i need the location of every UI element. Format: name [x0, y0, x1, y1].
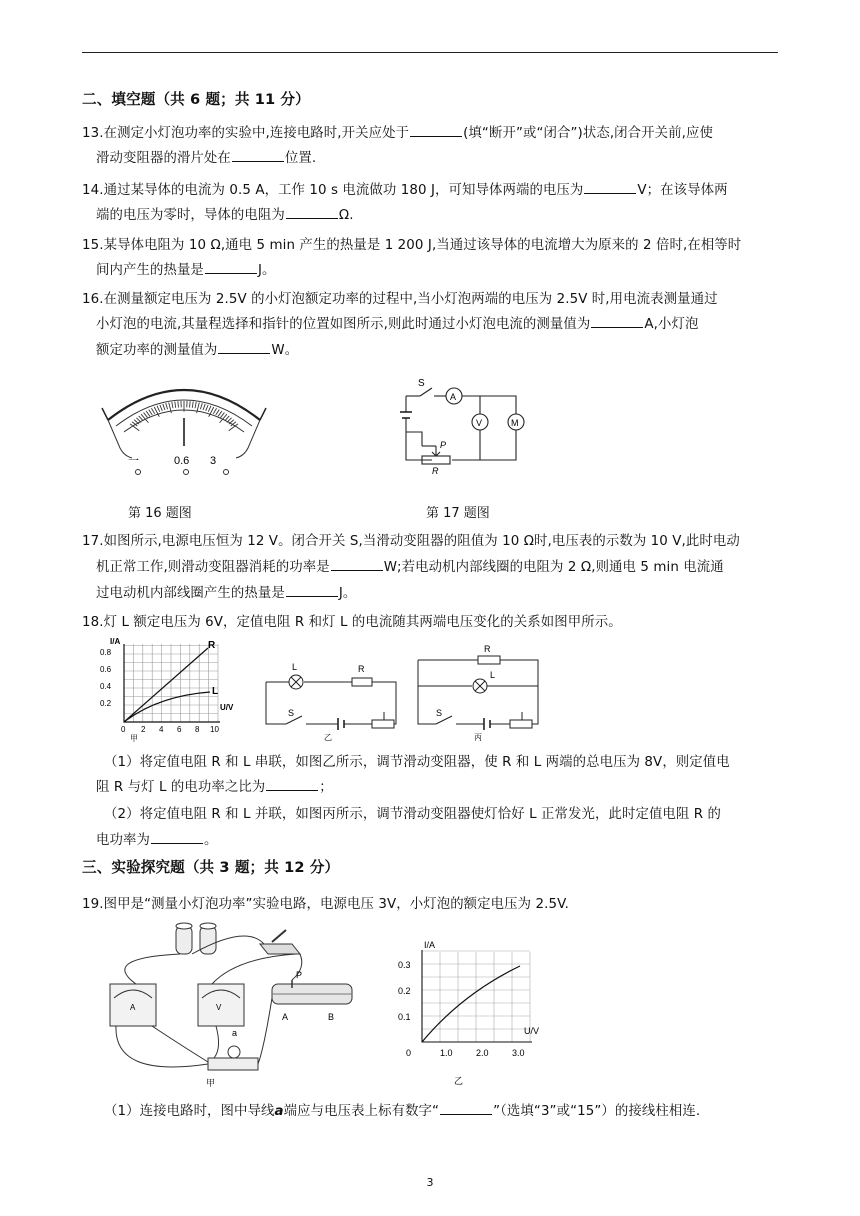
q16-blank1[interactable]	[591, 316, 643, 328]
fig16-ammeter	[98, 368, 270, 480]
fig19a-label-p: P	[296, 970, 303, 980]
fig19a-label-wire-a: a	[232, 1028, 238, 1038]
fig17-label-r: R	[432, 466, 439, 476]
fig17-caption: 第 17 题图	[426, 506, 490, 521]
q17-blank2[interactable]	[286, 585, 338, 597]
fig18-line-r	[124, 648, 208, 722]
q18-part2-line2: 电功率为 。	[96, 833, 218, 848]
q18-part1-line2: 阻 R 与灯 L 的电功率之比为 ；	[96, 780, 333, 795]
fig19-xtick: 3.0	[512, 1048, 525, 1058]
fig19a-label-a: A	[130, 1003, 136, 1012]
q13-line2: 滑动变阻器的滑片处在 位置.	[96, 151, 317, 166]
fig18-caption-b: 乙	[324, 733, 332, 742]
fig19-graph	[392, 938, 542, 1090]
q14-blank2[interactable]	[286, 207, 338, 219]
fig19b-caption: 乙	[454, 1076, 464, 1086]
fig18c-label-l: L	[490, 670, 496, 680]
q15-blank1[interactable]	[205, 262, 257, 274]
fig18-xtick: 0	[121, 725, 126, 734]
q17-line1: 17.如图所示,电源电压恒为 12 V。闭合开关 S,当滑动变阻器的阻值为 10 Ω时,电压表的示数为 10 V,此时电动	[82, 534, 740, 549]
fig18-caption-c: 丙	[474, 733, 482, 742]
q19-var-a: a	[274, 1104, 284, 1119]
fig19-xtick: 2.0	[476, 1048, 489, 1058]
fig18c-label-s: S	[436, 708, 443, 718]
fig16-label-3: 3	[210, 455, 217, 467]
q13-blank2[interactable]	[232, 150, 284, 162]
q19-part1: （1）连接电路时，图中导线a端应与电压表上标有数字“ ”（选填“3”或“15”）的接线柱相连.	[104, 1104, 701, 1119]
q18-part1-line1: （1）将定值电阻 R 和 L 串联，如图乙所示，调节滑动变阻器，使 R 和 L 两端的总电压为 8V，则定值电	[104, 755, 730, 770]
fig18-xtick: 10	[210, 725, 219, 734]
fig18c-label-r: R	[484, 644, 491, 654]
fig18b-label-r: R	[358, 664, 365, 674]
fig18-caption-a: 甲	[130, 734, 138, 743]
fig19a-caption: 甲	[206, 1078, 216, 1088]
fig19-apparatus	[96, 918, 364, 1090]
fig18-ytick: 0.6	[100, 665, 112, 674]
q18-line1: 18.灯 L 额定电压为 6V，定值电阻 R 和灯 L 的电流随其两端电压变化的关系如图甲所示。	[82, 615, 622, 630]
q16-line1: 16.在测量额定电压为 2.5V 的小灯泡额定功率的过程中,当小灯泡两端的电压为 2.5V 时,用电流表测量通过	[82, 292, 718, 307]
q19-line1: 19.图甲是“测量小灯泡功率”实验电路，电源电压 3V，小灯泡的额定电压为 2.5V.	[82, 897, 569, 912]
fig18b-label-l: L	[292, 662, 298, 672]
section-2-title: 二、填空题（共 6 题；共 11 分）	[82, 91, 310, 108]
fig18-label-l: L	[212, 686, 219, 697]
fig18-series-circuit	[258, 654, 400, 742]
fig18-ytick: 0.2	[100, 699, 112, 708]
fig18-ytick: 0.4	[100, 682, 112, 691]
q13-blank1[interactable]	[410, 125, 462, 137]
q17-blank1[interactable]	[331, 559, 383, 571]
fig18-parallel-circuit	[414, 640, 546, 742]
fig16-caption: 第 16 题图	[128, 506, 192, 521]
fig19-curve	[422, 966, 520, 1042]
fig17-label-v: V	[476, 418, 483, 428]
fig17-circuit	[392, 374, 536, 476]
header-rule	[82, 52, 778, 53]
q14-line2: 端的电压为零时，导体的电阻为 Ω.	[96, 208, 354, 223]
fig17-label-p: P	[440, 440, 447, 450]
q14-line1: 14.通过某导体的电流为 0.5 A，工作 10 s 电流做功 180 J，可知导体两端的电压为 V；在该导体两	[82, 183, 728, 198]
fig19-xlabel: U/V	[524, 1026, 540, 1036]
q16-blank2[interactable]	[218, 342, 270, 354]
fig18-xtick: 8	[195, 725, 200, 734]
q19-blank1[interactable]	[440, 1103, 492, 1115]
fig16-minus-label: 一	[128, 455, 139, 467]
section-3-title: 三、实验探究题（共 3 题；共 12 分）	[82, 859, 340, 876]
page-number: 3	[426, 1176, 434, 1189]
fig19-xtick: 0	[406, 1048, 412, 1058]
fig19-grid	[422, 951, 530, 1042]
fig17-label-s: S	[418, 378, 425, 389]
fig19-ytick: 0.3	[398, 960, 411, 970]
q18-part2-line1: （2）将定值电阻 R 和 L 并联，如图丙所示，调节滑动变阻器使灯恰好 L 正常发光，此时定值电阻 R 的	[104, 807, 722, 822]
fig18-xlabel: U/V	[220, 703, 234, 712]
q13-line1: 13.在测定小灯泡功率的实验中,连接电路时,开关应处于 (填“断开”或“闭合”)状态,闭合开关前,应使	[82, 126, 713, 141]
fig18-ylabel: I/A	[110, 637, 121, 646]
fig18-graph	[98, 636, 234, 743]
fig16-label-06: 0.6	[174, 455, 190, 467]
fig19-xtick: 1.0	[440, 1048, 453, 1058]
q16-line3: 额定功率的测量值为 W。	[96, 343, 299, 358]
fig18-ytick: 0.8	[100, 648, 112, 657]
q15-line1: 15.某导体电阻为 10 Ω,通电 5 min 产生的热量是 1 200 J,当通过该导体的电流增大为原来的 2 倍时,在相等时	[82, 238, 742, 253]
fig19a-label-b: B	[328, 1012, 335, 1022]
fig18-xtick: 6	[177, 725, 182, 734]
q15-line2: 间内产生的热量是 J。	[96, 263, 276, 278]
q16-line2: 小灯泡的电流,其量程选择和指针的位置如图所示,则此时通过小灯泡电流的测量值为 A,小灯泡	[96, 317, 699, 332]
fig19a-label-aend: A	[282, 1012, 289, 1022]
q17-line3: 过电动机内部线圈产生的热量是 J。	[96, 586, 357, 601]
fig19-ylabel: I/A	[424, 940, 436, 950]
fig19a-label-v: V	[216, 1003, 222, 1012]
fig19-ytick: 0.2	[398, 986, 411, 996]
fig17-label-m: M	[511, 418, 519, 428]
q17-line2: 机正常工作,则滑动变阻器消耗的功率是 W;若电动机内部线圈的电阻为 2 Ω,则通电 5 min 电流通	[96, 560, 724, 575]
fig17-label-a: A	[450, 392, 457, 402]
fig18b-label-s: S	[288, 708, 295, 718]
fig18-xtick: 2	[141, 725, 146, 734]
fig18-xtick: 4	[159, 725, 164, 734]
fig18-label-r: R	[208, 640, 216, 651]
q18-blank2[interactable]	[151, 832, 203, 844]
q18-blank1[interactable]	[266, 779, 318, 791]
fig19-ytick: 0.1	[398, 1012, 411, 1022]
q14-blank1[interactable]	[584, 182, 636, 194]
